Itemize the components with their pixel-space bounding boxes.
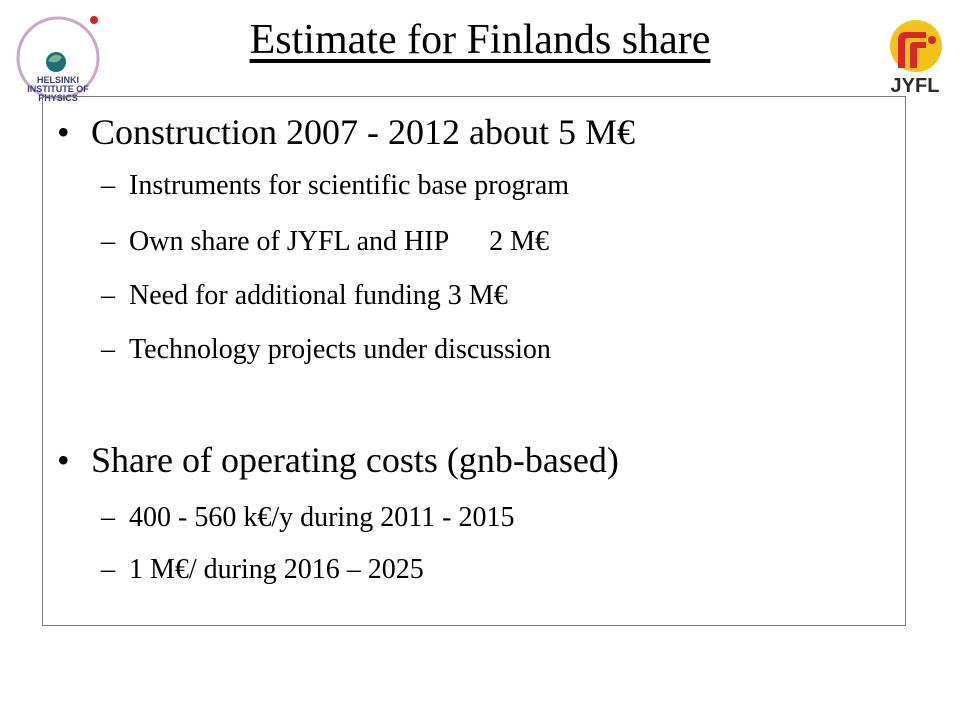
hip-logo-line-3: PHYSICS (38, 93, 78, 102)
sub-item-text: Technology projects under discussion (129, 334, 551, 365)
bullet-text: Construction 2007 - 2012 about 5 M€ (91, 112, 635, 152)
dash-glyph: – (101, 334, 115, 365)
sub-item-text: Instruments for scientific base program (129, 170, 570, 201)
sub-item (101, 169, 569, 203)
hip-logo-line-2: INSTITUTE OF (27, 84, 89, 94)
sub-item-text: Need for additional funding 3 M€ (129, 280, 508, 311)
sub-item (101, 333, 551, 367)
sub-item-amount: 2 M€ (489, 226, 550, 257)
sub-item (101, 501, 515, 535)
dash-glyph: – (101, 170, 115, 201)
sub-item-text: 1 M€/ during 2016 – 2025 (129, 554, 424, 585)
sub-item (101, 225, 549, 259)
hip-logo-line-1: HELSINKI (36, 75, 80, 85)
bullet-glyph: • (57, 112, 70, 152)
bullet-operating-costs (57, 439, 619, 481)
dash-glyph: – (101, 554, 115, 585)
jyfl-logo-text: JYFL (890, 75, 940, 96)
bullet-glyph: • (57, 440, 70, 480)
dash-glyph: – (101, 226, 115, 257)
jyfl-logo (878, 18, 952, 96)
sub-item-text: 400 - 560 k€/y during 2011 - 2015 (129, 502, 515, 533)
content-box (42, 96, 906, 626)
dash-glyph: – (101, 280, 115, 311)
slide-title: Estimate for Finlands share (249, 17, 711, 63)
sub-item-text: Own share of JYFL and HIP (129, 226, 450, 257)
sub-item (101, 553, 424, 587)
dash-glyph: – (101, 502, 115, 533)
sub-item (101, 279, 508, 313)
bullet-text: Share of operating costs (gnb-based) (91, 440, 619, 480)
bullet-construction (57, 111, 635, 153)
